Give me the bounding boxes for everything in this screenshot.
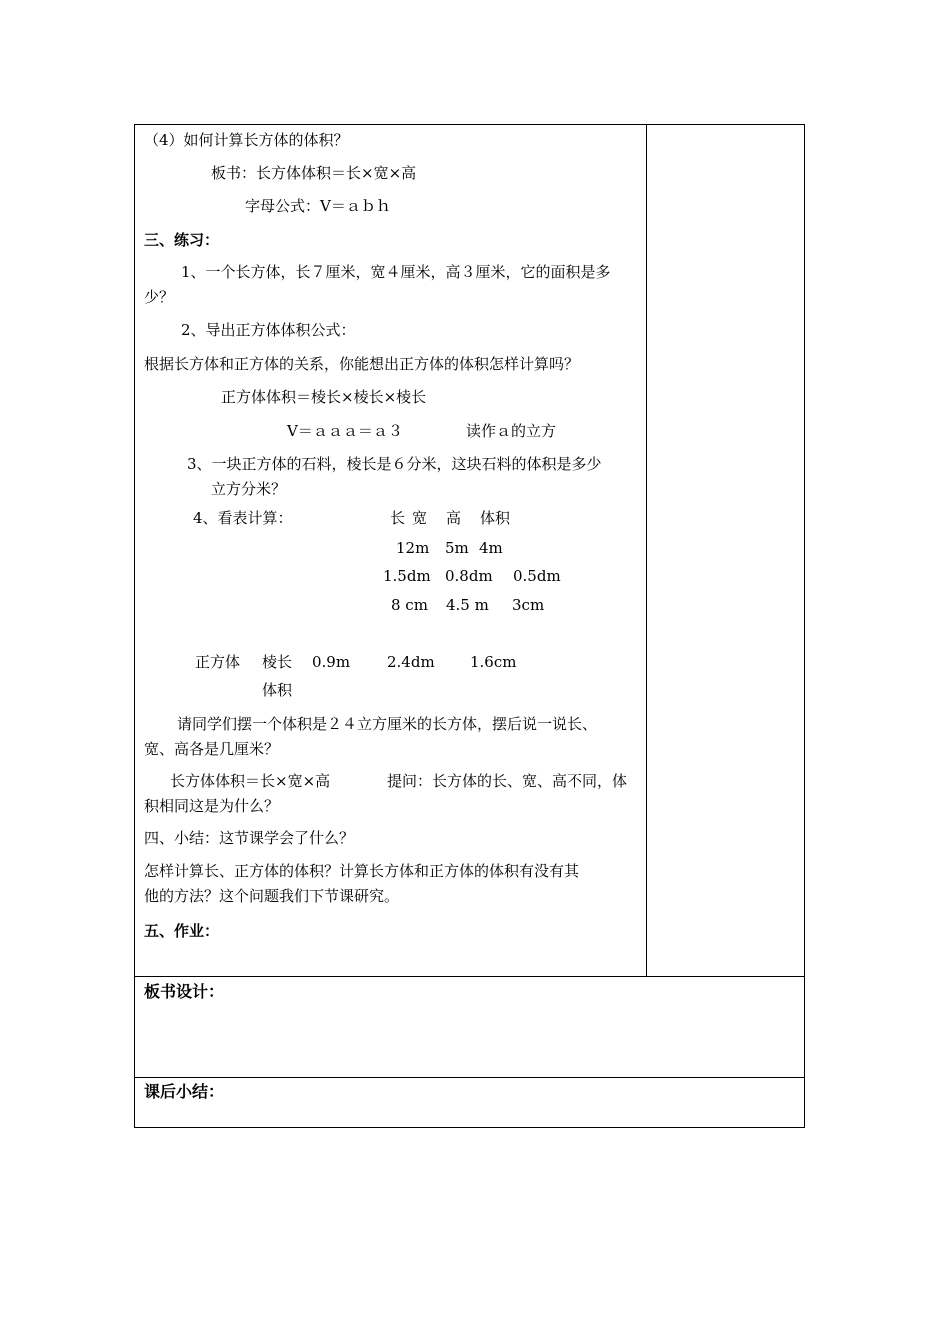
header-volume: 体积 xyxy=(480,509,511,527)
cube-volume-formula: 正方体体积＝棱长×棱长×棱长 xyxy=(221,388,427,406)
board-formula: 板书：长方体体积＝长×宽×高 xyxy=(211,164,417,182)
read-as-note: 读作ａ的立方 xyxy=(466,422,557,440)
exercise-2-question: 根据长方体和正方体的关系，你能想出正方体的体积怎样计算吗？ xyxy=(144,355,580,373)
table-cell: 12m xyxy=(396,539,430,557)
section-4-heading: 四、小结：这节课学会了什么？ xyxy=(144,829,355,847)
table-cell: 1.5dm xyxy=(383,567,431,585)
exercise-3-line-2: 立方分米？ xyxy=(211,480,287,498)
edge-value: 0.9m xyxy=(312,653,351,671)
letter-formula: 字母公式：V＝ａｂｈ xyxy=(245,197,391,215)
table-cell: 0.5dm xyxy=(513,567,561,585)
header-height: 高 xyxy=(446,509,462,527)
edge-label: 棱长 xyxy=(262,653,293,671)
exercise-1-line-2: 少？ xyxy=(144,288,175,306)
column-divider xyxy=(646,124,647,977)
after-class-summary-heading: 课后小结： xyxy=(144,1082,225,1101)
exercise-1-line-1: 1、一个长方体，长７厘米，宽４厘米，高３厘米，它的面积是多 xyxy=(181,263,611,281)
table-cell: 3cm xyxy=(512,596,545,614)
table-cell: 8 cm xyxy=(391,596,428,614)
section-5-heading: 五、作业： xyxy=(144,922,220,940)
row-divider-after-class xyxy=(134,1077,805,1078)
edge-value: 1.6cm xyxy=(470,653,517,671)
question-4: （4）如何计算长方体的体积？ xyxy=(144,131,349,149)
question-line-2: 积相同这是为什么？ xyxy=(144,797,280,815)
build-activity-line-2: 宽、高各是几厘米？ xyxy=(144,740,280,758)
exercise-2: 2、导出正方体体积公式： xyxy=(181,321,356,339)
header-length: 长 xyxy=(390,509,406,527)
build-activity-line-1: 请同学们摆一个体积是２４立方厘米的长方体，摆后说一说长、 xyxy=(177,715,598,733)
summary-line-1: 怎样计算长、正方体的体积？计算长方体和正方体的体积有没有其 xyxy=(144,862,580,880)
summary-line-2: 他的方法？这个问题我们下节课研究。 xyxy=(144,887,400,905)
board-design-heading: 板书设计： xyxy=(144,982,225,1001)
cube-letter-formula: V＝ａａａ＝ａ３ xyxy=(287,422,403,440)
table-cell: 5m xyxy=(445,539,469,557)
header-width: 宽 xyxy=(412,509,428,527)
table-cell: 4.5 m xyxy=(446,596,489,614)
table-cell: 0.8dm xyxy=(445,567,493,585)
exercise-4: 4、看表计算： xyxy=(193,509,293,527)
row-divider-board-design xyxy=(134,976,805,977)
cube-label: 正方体 xyxy=(195,653,241,671)
exercise-3-line-1: 3、一块正方体的石料，棱长是６分米，这块石料的体积是多少 xyxy=(187,455,602,473)
cuboid-formula-2: 长方体体积＝长×宽×高 xyxy=(170,772,331,790)
table-cell: 4m xyxy=(479,539,503,557)
question-line-1: 提问：长方体的长、宽、高不同，体 xyxy=(387,772,628,790)
section-3-heading: 三、练习： xyxy=(144,231,220,249)
volume-label: 体积 xyxy=(262,681,293,699)
edge-value: 2.4dm xyxy=(387,653,435,671)
